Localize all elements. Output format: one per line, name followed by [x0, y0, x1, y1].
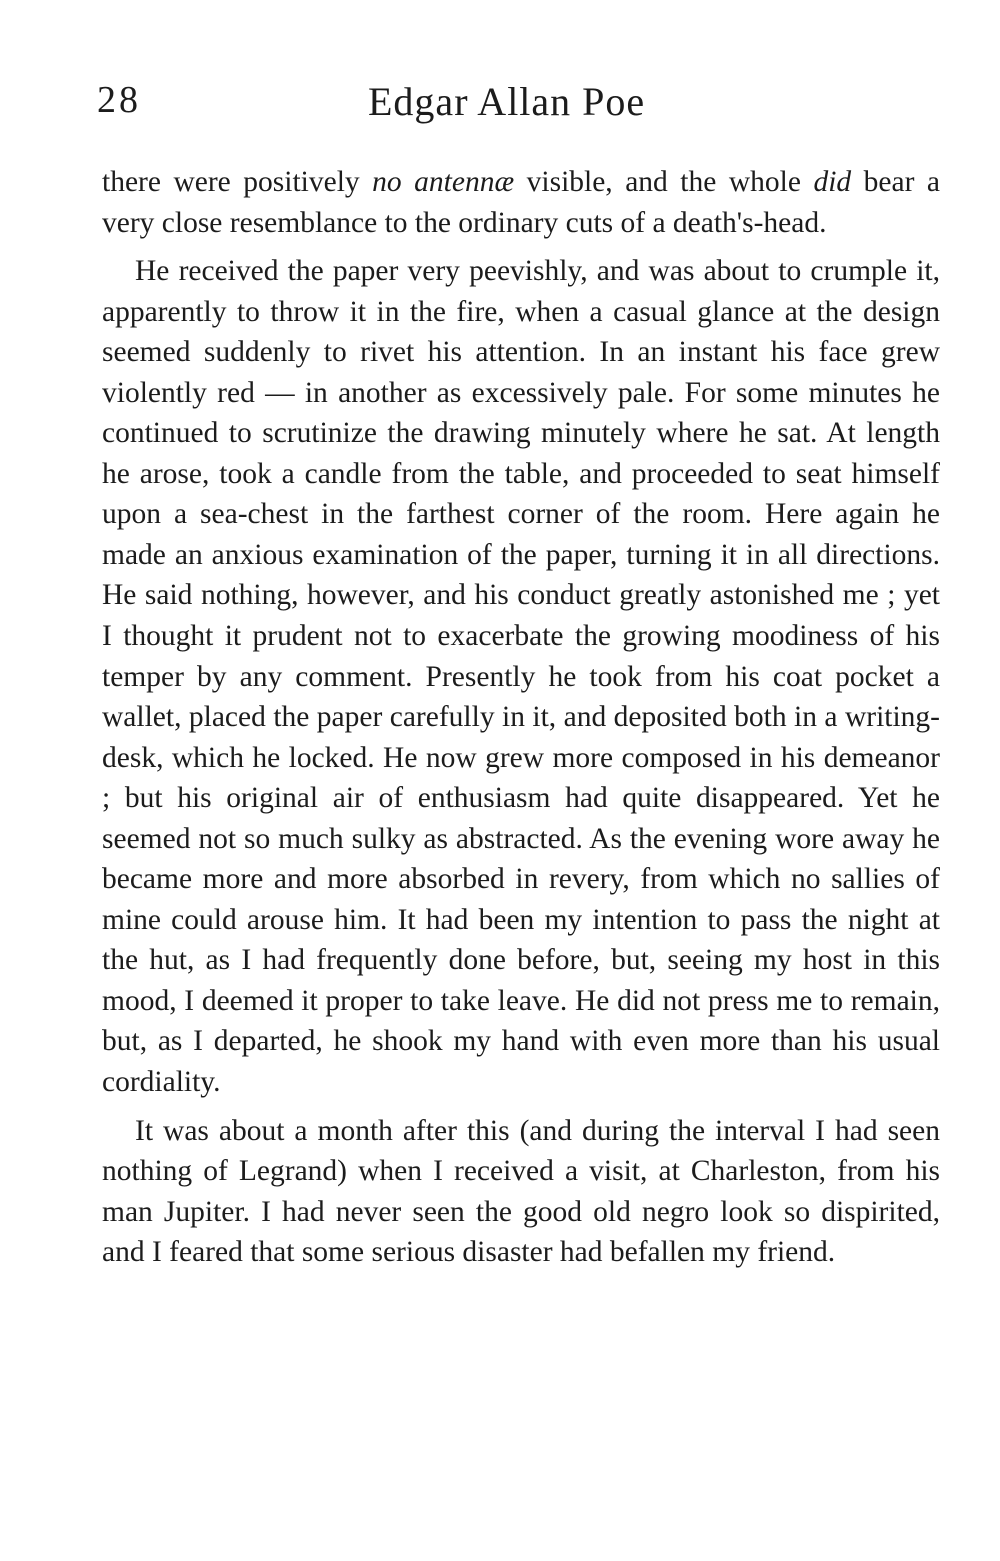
paragraph-3: It was about a month after this (and during the interval I had seen nothing of Legrand) when I received a visit, at Charleston, from his man Jupiter. I had never seen the good old negro look so dispirited, and I feared that some serious disaster had befallen my friend.: [102, 1114, 940, 1269]
paragraph-1: [102, 162, 940, 243]
paragraph-1-text-c: bear a very close resemblance to the ordinary cuts of a death's-head.: [102, 166, 941, 239]
paragraph-2: He received the paper very peevishly, and was about to crumple it, apparently to throw it in the fire, when a casual glance at the design seemed suddenly to rivet his attention. In an instant his face grew violently red — in another as excessively pale. For some minutes he continued to scrutinize the drawing minutely where he sat. At length he arose, took a candle from the table, and proceeded to seat himself upon a sea-chest in the farthest corner of the room. Here again he made an anxious examination of the paper, turning it in all directions. He said nothing, however, and his conduct greatly astonished me ; yet I thought it prudent not to exacerbate the growing moodiness of his temper by any comment. Presently he took from his coat pocket a wallet, placed the paper carefully in it, and deposited both in a writing-desk, which he locked. He now grew more composed in his demeanor ; but his original air of enthusiasm had quite disappeared. Yet he seemed not so much sulky as abstracted. As the evening wore away he became more and more absorbed in revery, from which no sallies of mine could arouse him. It had been my intention to pass the night at the hut, as I had frequently done before, but, seeing my host in this mood, I deemed it proper to take leave. He did not press me to remain, but, as I departed, he shook my hand with even more than his usual cordiality.: [102, 255, 940, 1099]
paragraph-1-text-b: visible, and the whole: [514, 166, 814, 198]
italic-word-did: did: [813, 166, 852, 198]
paragraph-1-text-a: there were positively: [102, 166, 373, 198]
running-title: Edgar Allan Poe: [368, 79, 646, 124]
italic-phrase-antennae: no antennæ: [372, 166, 515, 198]
body-text: [102, 162, 940, 1273]
page-number: 28: [97, 79, 141, 121]
